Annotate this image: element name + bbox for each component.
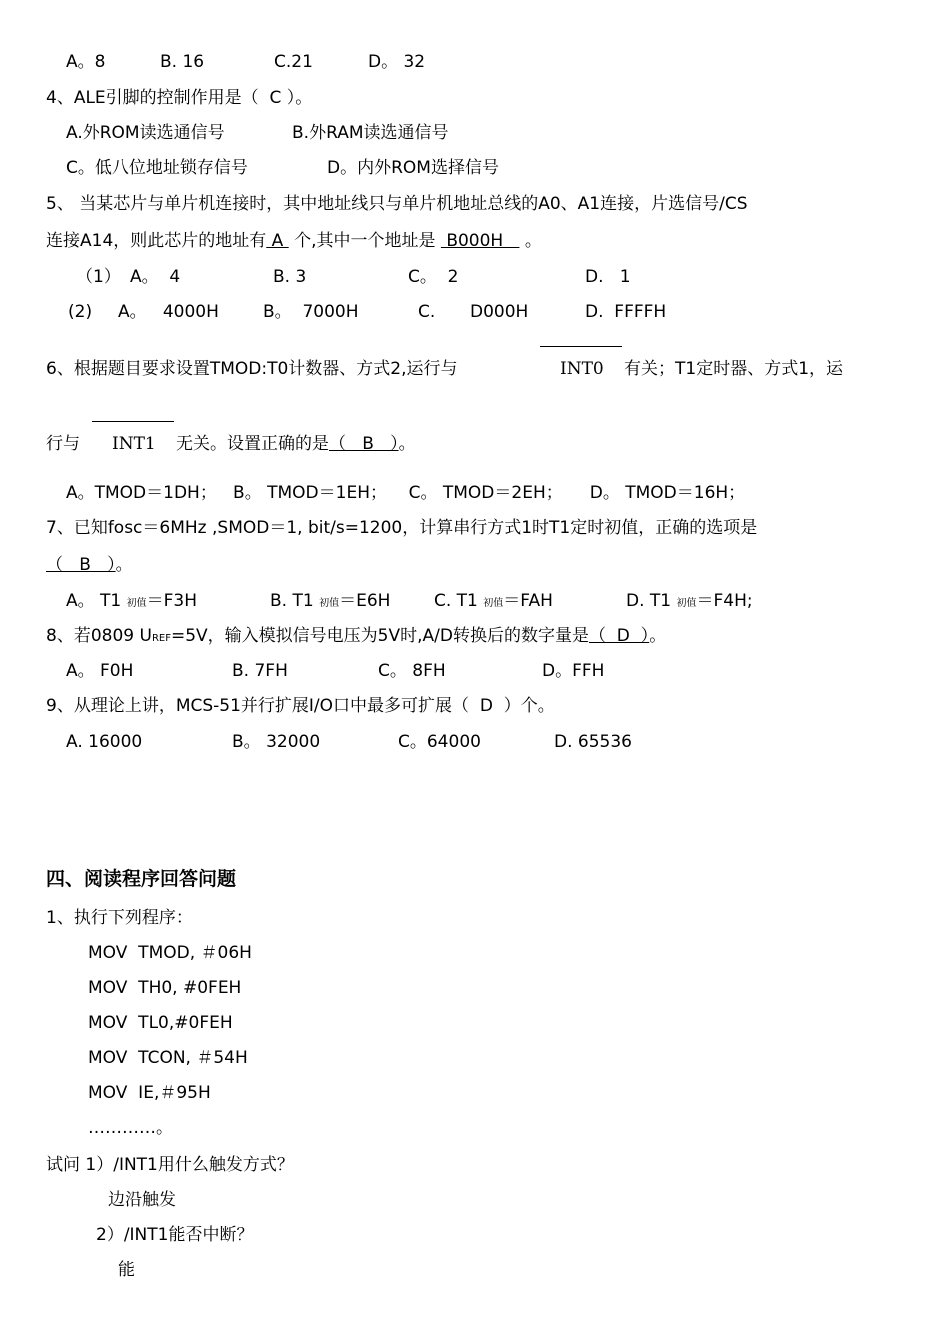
q8-option-d: D。FFH: [542, 661, 605, 681]
q6-options: A。TMOD＝1DH； B。 TMOD＝1EH； C。 TMOD＝2EH； D。 TMOD＝16H；: [66, 483, 746, 503]
q4-option-b: B.外RAM读选通信号: [292, 123, 449, 143]
q7-answer: （ B ）: [46, 555, 116, 575]
q5-line2-mid: 个,其中一个地址是: [288, 231, 441, 251]
q5-p2-d: D. FFFFH: [585, 302, 667, 322]
q7-b-sub: 初值: [319, 598, 340, 609]
q8-option-b: B. 7FH: [232, 661, 288, 681]
q6-line1-pre: 6、根据题目要求设置TMOD:T0计数器、方式2,运行与: [46, 359, 458, 379]
q8-answer: （ D ）: [588, 626, 650, 646]
q5-blank1: A: [266, 231, 289, 251]
q5-p1-label: （1）: [76, 267, 121, 287]
question-1: 试问 1）/INT1用什么触发方式？: [46, 1155, 294, 1175]
q5-p1-c: C。 2: [408, 267, 459, 287]
q5-p1-a: A。 4: [130, 267, 181, 287]
code-line: MOV TH0, #0FEH: [88, 978, 242, 998]
q5-blank2: B000H: [440, 231, 520, 251]
q3-option-b: B. 16: [160, 52, 205, 72]
q9-option-c: C。64000: [398, 732, 481, 752]
q7-line2: [46, 554, 133, 576]
q7-d-val: ＝F4H;: [696, 591, 753, 611]
int0-overline: [540, 346, 622, 347]
q3-option-a: A。8: [66, 52, 106, 72]
q6-line2-pre: 行与: [46, 434, 80, 454]
q7-c-sub: 初值: [483, 598, 504, 609]
q7-option-a: [66, 590, 197, 615]
code-line: MOV TL0,#0FEH: [88, 1013, 233, 1033]
q7-post: 。: [115, 555, 133, 575]
q5-line1: 5、 当某芯片与单片机连接时，其中地址线只与单片机地址总线的A0、A1连接，片选信号/CS: [46, 194, 748, 214]
int1-overline: [92, 421, 174, 422]
q6-answer: （ B ）: [329, 434, 399, 454]
q4-option-c: C。低八位地址锁存信号: [66, 158, 248, 178]
q7-option-b: [270, 590, 390, 615]
q9-option-d: D. 65536: [554, 732, 632, 752]
q8-mid: =5V，输入模拟信号电压为5V时,A/D转换后的数字量是: [170, 626, 589, 646]
q6-int1: INT1: [112, 434, 156, 454]
q7-b-pre: B. T1: [270, 591, 314, 611]
q8-stem: [46, 625, 666, 650]
q8-sub: REF: [151, 633, 171, 644]
q6-line2: [176, 433, 416, 455]
q8-pre: 8、若0809 U: [46, 626, 152, 646]
q7-d-sub: 初值: [676, 598, 697, 609]
q5-p2-b: B。 7000H: [263, 302, 359, 322]
q5-p2-c: C.: [418, 302, 436, 322]
section4-q1: 1、执行下列程序：: [46, 908, 193, 928]
q9-stem: 9、从理论上讲，MCS-51并行扩展I/O口中最多可扩展（ D ）个。: [46, 696, 555, 716]
q7-d-pre: D. T1: [626, 591, 672, 611]
q5-p2-a: A。 4000H: [118, 302, 219, 322]
q5-line2-pre: 连接A14，则此芯片的地址有: [46, 231, 267, 251]
q3-option-d: D。 32: [368, 52, 426, 72]
q7-a-val: ＝F3H: [146, 591, 198, 611]
q3-option-c: C.21: [274, 52, 313, 72]
answer-1: 边沿触发: [108, 1190, 176, 1210]
answer-2: 能: [118, 1260, 135, 1280]
q7-b-val: ＝E6H: [339, 591, 391, 611]
q7-line1: 7、已知fosc＝6MHz ,SMOD＝1, bit/s=1200，计算串行方式1时T1定时初值，正确的选项是: [46, 518, 758, 538]
q7-a-sub: 初值: [126, 598, 147, 609]
q9-option-a: A. 16000: [66, 732, 143, 752]
q4-option-a: A.外ROM读选通信号: [66, 123, 225, 143]
q5-p1-d: D. 1: [585, 267, 631, 287]
q8-option-c: C。 8FH: [378, 661, 446, 681]
q7-a-pre: A。 T1: [66, 591, 122, 611]
q5-p2-c-val: D000H: [470, 302, 529, 322]
code-line: MOV TCON, ＃54H: [88, 1048, 248, 1068]
q5-line2: [46, 230, 542, 252]
q6-int0: INT0: [560, 359, 604, 379]
q6-line2-post: 。: [398, 434, 416, 454]
q9-option-b: B。 32000: [232, 732, 321, 752]
q6-line2-mid: 无关。设置正确的是: [176, 434, 329, 454]
q8-option-a: A。 F0H: [66, 661, 134, 681]
code-line: MOV IE,＃95H: [88, 1083, 211, 1103]
q4-option-d: D。内外ROM选择信号: [327, 158, 499, 178]
q4-stem: 4、ALE引脚的控制作用是（ C ）。: [46, 88, 313, 108]
q7-option-d: [626, 590, 753, 615]
q6-line1-post: 有关；T1定时器、方式1，运: [624, 359, 844, 379]
code-line: MOV TMOD, ＃06H: [88, 943, 252, 963]
q8-post: 。: [649, 626, 667, 646]
section4-title: 四、阅读程序回答问题: [46, 868, 237, 890]
q5-p1-b: B. 3: [273, 267, 307, 287]
q5-p2-label: (2): [68, 302, 93, 322]
code-line: …………。: [88, 1118, 173, 1138]
q5-line2-post: 。: [519, 231, 542, 251]
q7-c-val: ＝FAH: [503, 591, 553, 611]
q7-c-pre: C. T1: [434, 591, 478, 611]
question-2: 2）/INT1能否中断？: [96, 1225, 254, 1245]
q7-option-c: [434, 590, 553, 615]
